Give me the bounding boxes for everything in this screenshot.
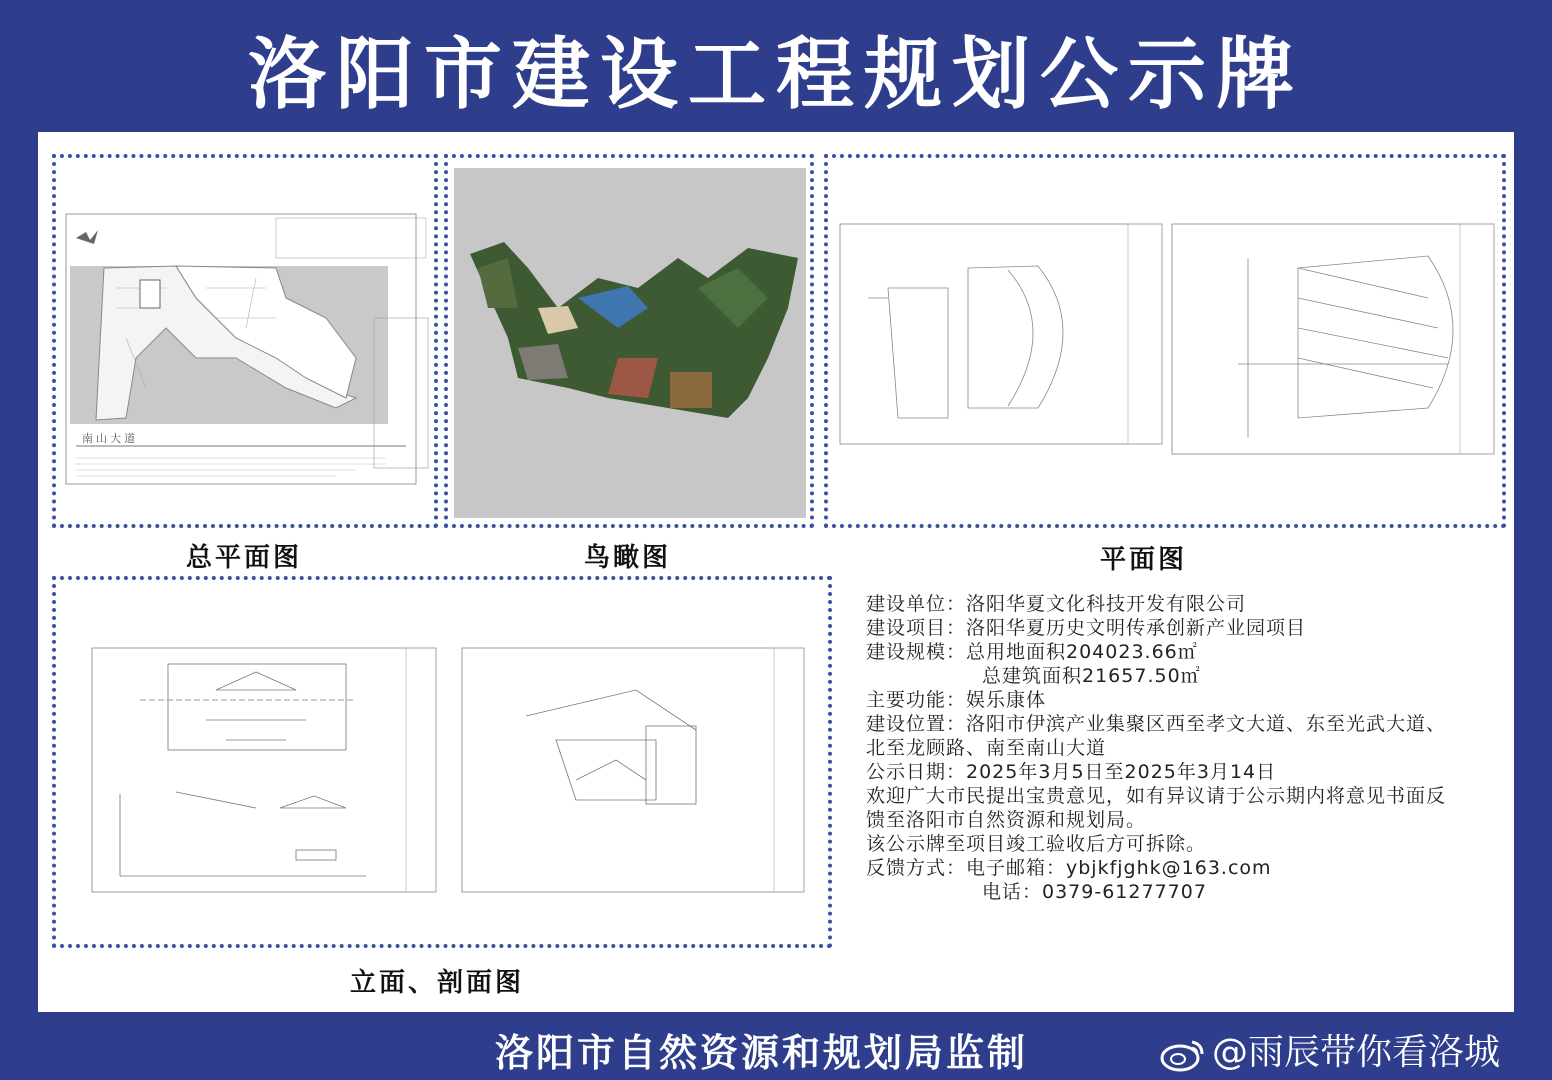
info-feedback-email: 反馈方式：电子邮箱：ybjkfjghk@163.com: [866, 857, 1272, 879]
board-footer: [0, 1012, 1552, 1080]
site-plan-panel: [52, 154, 438, 528]
info-notice-line2: 馈至洛阳市自然资源和规划局。: [866, 809, 1147, 831]
aerial-view-panel: [444, 154, 814, 528]
aerial-view-image: [448, 158, 810, 524]
info-notice-line3: 该公示牌至项目竣工验收后方可拆除。: [866, 833, 1207, 855]
watermark: [1160, 1024, 1500, 1075]
site-plan-road-label: 南 山 大 道: [82, 433, 136, 445]
site-plan-drawing: [56, 158, 434, 524]
info-project: 建设项目：洛阳华夏历史文明传承创新产业园项目: [866, 617, 1307, 639]
floor-plan-caption: 平面图: [1100, 545, 1188, 575]
info-scale-building: 总建筑面积21657.50㎡: [982, 665, 1201, 687]
info-notice-line1: 欢迎广大市民提出宝贵意见，如有异议请于公示期内将意见书面反: [866, 785, 1447, 807]
board-title: 洛阳市建设工程规划公示牌: [247, 30, 1304, 120]
floor-plan-panel: [824, 154, 1506, 528]
elevation-section-drawing: [56, 580, 828, 944]
elevation-section-panel: [52, 576, 832, 948]
watermark-text: @雨辰带你看洛城: [1212, 1032, 1501, 1073]
info-location-line1: 建设位置：洛阳市伊滨产业集聚区西至孝文大道、东至光武大道、: [866, 713, 1447, 735]
elevation-section-caption: 立面、剖面图: [350, 968, 525, 998]
info-unit: 建设单位：洛阳华夏文化科技开发有限公司: [866, 593, 1247, 615]
info-scale-land: 建设规模：总用地面积204023.66㎡: [866, 641, 1198, 663]
supervisor-label: 洛阳市自然资源和规划局监制: [495, 1031, 1029, 1075]
info-location-line2: 北至龙顾路、南至南山大道: [866, 737, 1107, 759]
info-feedback-phone: 电话：0379-61277707: [982, 881, 1207, 903]
info-date: 公示日期：2025年3月5日至2025年3月14日: [866, 761, 1277, 783]
site-plan-caption: 总平面图: [186, 543, 303, 573]
aerial-view-caption: 鸟瞰图: [584, 543, 672, 573]
floor-plan-drawing: [828, 158, 1502, 524]
weibo-icon: [1160, 1036, 1206, 1072]
info-function: 主要功能：娱乐康体: [866, 689, 1047, 711]
project-info: [866, 592, 1516, 904]
